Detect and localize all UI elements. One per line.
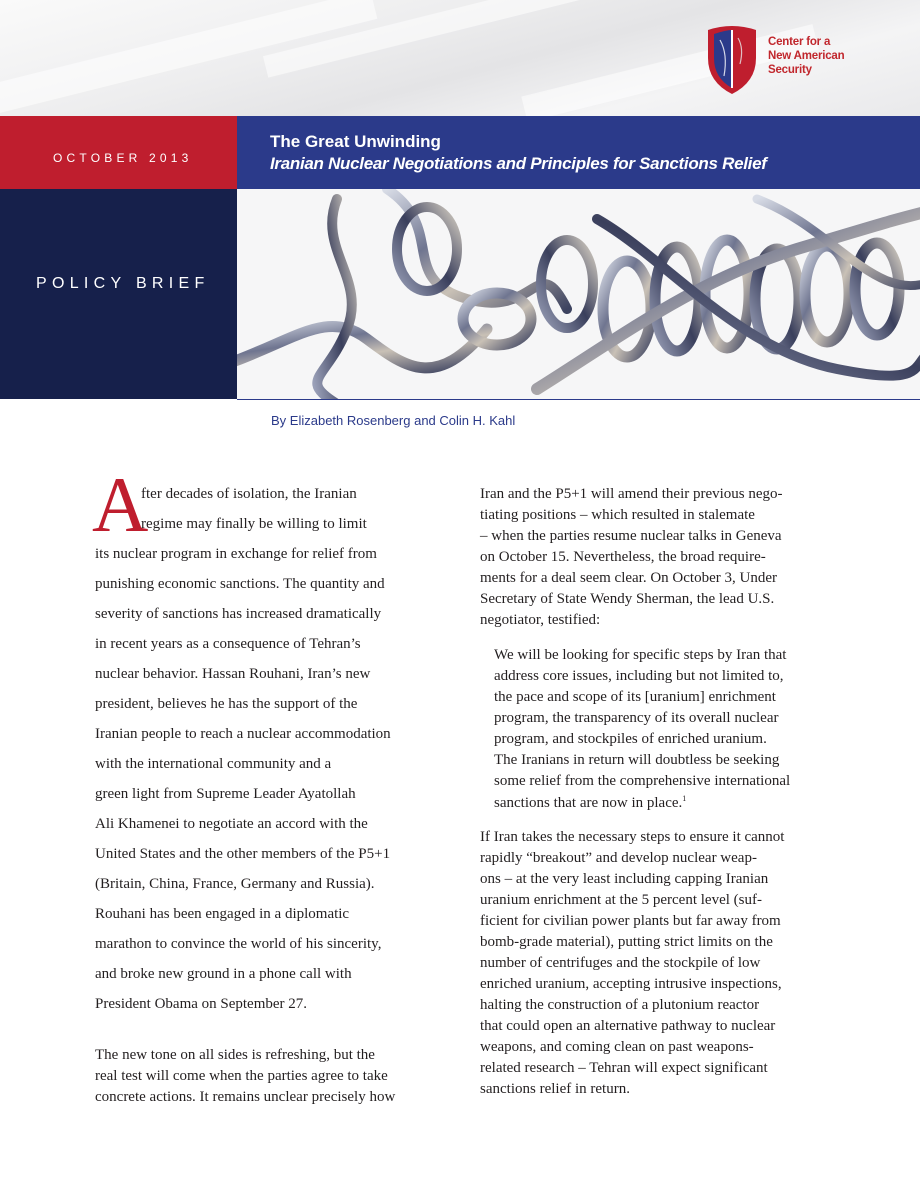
- date-band: [0, 116, 237, 189]
- organization-name-line: Security: [768, 64, 812, 76]
- text-line: sanctions relief in return.: [480, 1081, 630, 1097]
- text-line: United States and the other members of the P5+1: [95, 846, 391, 862]
- quote-line: some relief from the comprehensive international: [494, 773, 791, 789]
- cnas-logo: [706, 24, 866, 96]
- text-line: If Iran takes the necessary steps to ensure it cannot: [480, 829, 785, 845]
- text-line: Ali Khamenei to negotiate an accord with the: [95, 816, 368, 832]
- text-line: marathon to convince the world of his sincerity,: [95, 936, 382, 952]
- shield-icon: [706, 24, 758, 96]
- quote-line: program, the transparency of its overall nuclear: [494, 710, 779, 726]
- text-line: that could open an alternative pathway to nuclear: [480, 1018, 776, 1034]
- text-line: severity of sanctions has increased dramatically: [95, 606, 382, 622]
- text-line: fter decades of isolation, the Iranian: [141, 486, 357, 502]
- text-line: with the international community and a: [95, 756, 332, 772]
- doc-type-band: [0, 189, 237, 399]
- text-line: enriched uranium, accepting intrusive inspections,: [480, 976, 782, 992]
- footnote-marker[interactable]: 1: [682, 794, 687, 803]
- text-line: and broke new ground in a phone call with: [95, 966, 352, 982]
- text-line: related research – Tehran will expect significant: [480, 1060, 768, 1076]
- text-line: punishing economic sanctions. The quantity and: [95, 576, 385, 592]
- quote-line: We will be looking for specific steps by Iran that: [494, 647, 787, 663]
- text-line: Iranian people to reach a nuclear accommodation: [95, 726, 391, 742]
- organization-name-line: New American: [768, 50, 845, 62]
- text-line: President Obama on September 27.: [95, 996, 308, 1012]
- text-line: – when the parties resume nuclear talks in Geneva: [480, 528, 782, 544]
- text-line: concrete actions. It remains unclear precisely how: [95, 1089, 396, 1105]
- header-rule: [237, 399, 920, 400]
- text-line: ments for a deal seem clear. On October 3, Under: [480, 570, 777, 586]
- text-line: its nuclear program in exchange for relief from: [95, 546, 377, 562]
- text-line: president, believes he has the support of the: [95, 696, 358, 712]
- text-line: Secretary of State Wendy Sherman, the lead U.S.: [480, 591, 775, 607]
- document-title: The Great Unwinding: [270, 132, 441, 151]
- text-line: in recent years as a consequence of Tehran’s: [95, 636, 361, 652]
- text-line: Rouhani has been engaged in a diplomatic: [95, 906, 350, 922]
- organization-name-line: Center for a: [768, 36, 831, 48]
- text-line: rapidly “breakout” and develop nuclear weap-: [480, 850, 757, 866]
- text-line: negotiator, testified:: [480, 612, 601, 628]
- quote-line: address core issues, including but not limited to,: [494, 668, 784, 684]
- quote-line-text: sanctions that are now in place.: [494, 795, 683, 811]
- text-line: uranium enrichment at the 5 percent level (suf-: [480, 892, 762, 908]
- text-line: green light from Supreme Leader Ayatollah: [95, 786, 356, 802]
- text-line: bomb-grade material), putting strict limits on the: [480, 934, 773, 950]
- drop-cap: A: [92, 461, 149, 548]
- text-line: halting the construction of a plutonium reactor: [480, 997, 760, 1013]
- text-line: tiating positions – which resulted in stalemate: [480, 507, 755, 523]
- text-line: weapons, and coming clean on past weapons-: [480, 1039, 754, 1055]
- quote-line: program, and stockpiles of enriched uranium.: [494, 731, 767, 747]
- document-subtitle: Iranian Nuclear Negotiations and Principles for Sanctions Relief: [270, 154, 767, 173]
- text-line: regime may finally be willing to limit: [141, 516, 367, 532]
- text-line: ficient for civilian power plants but far away from: [480, 913, 781, 929]
- organization-name: [768, 35, 868, 77]
- title-band: [237, 116, 920, 189]
- text-line: real test will come when the parties agree to take: [95, 1068, 388, 1084]
- text-line: on October 15. Nevertheless, the broad require-: [480, 549, 766, 565]
- text-line: number of centrifuges and the stockpile of low: [480, 955, 761, 971]
- byline: By Elizabeth Rosenberg and Colin H. Kahl: [271, 413, 516, 428]
- quote-line: The Iranians in return will doubtless be seeking: [494, 752, 780, 768]
- publication-date: OCTOBER 2013: [53, 151, 193, 165]
- twisted-wire-image: [237, 189, 920, 399]
- text-line: Iran and the P5+1 will amend their previous nego-: [480, 486, 783, 502]
- text-line: ons – at the very least including capping Iranian: [480, 871, 769, 887]
- text-line: The new tone on all sides is refreshing, but the: [95, 1047, 375, 1063]
- text-line: (Britain, China, France, Germany and Russia).: [95, 876, 375, 892]
- document-type: POLICY BRIEF: [36, 275, 210, 292]
- quote-line: the pace and scope of its [uranium] enrichment: [494, 689, 776, 705]
- text-line: nuclear behavior. Hassan Rouhani, Iran’s new: [95, 666, 371, 682]
- quote-line: [494, 794, 686, 812]
